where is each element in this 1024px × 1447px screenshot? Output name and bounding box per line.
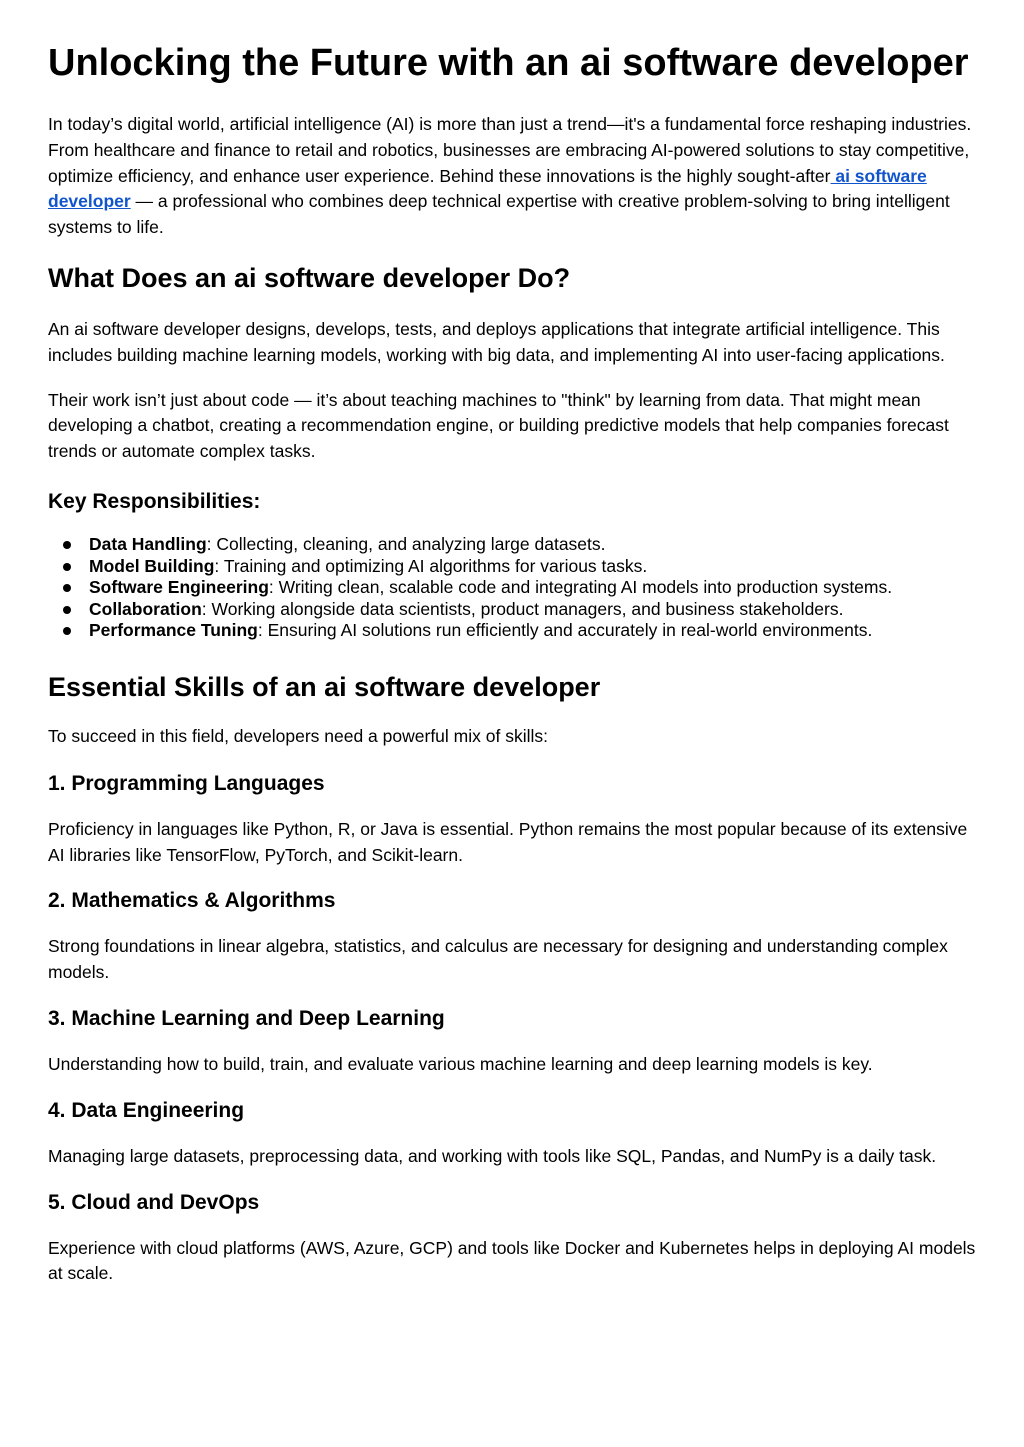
what-paragraph-1: An ai software developer designs, develops, tests, and deploys applications that integrate artificial intelligence. This includes building machine learning models, working with big data, and implementing AI into user-facing applications. — [48, 318, 945, 365]
section-heading-skills: Essential Skills of an ai software developer — [48, 671, 601, 702]
list-item-desc: : Working alongside data scientists, product managers, and business stakeholders. — [201, 598, 844, 619]
ai-software-developer-link[interactable]: ai software developer — [48, 165, 927, 212]
skill-text: Managing large datasets, preprocessing data, and working with tools like SQL, Pandas, and NumPy is a daily task. — [48, 1145, 937, 1166]
skill-heading: 1. Programming Languages — [48, 771, 325, 795]
intro-text-after: — a professional who combines deep technical expertise with creative problem-solving to bring intelligent systems to life. — [48, 191, 950, 238]
bullet-icon — [63, 541, 71, 549]
intro-text-before: In today’s digital world, artificial intelligence (AI) is more than just a trend—it's a fundamental force reshaping industries. From healthcare and finance to retail and robotics, businesses are embracing AI-powered solutions to stay competitive, optimize efficiency, and enhance user experience. Behind these innovations is the highly sought-after — [48, 114, 972, 186]
list-item-term: Data Handling — [89, 533, 207, 554]
skill-text: Strong foundations in linear algebra, statistics, and calculus are necessary for designing and understanding complex models. — [48, 936, 948, 983]
list-item-term: Performance Tuning — [89, 620, 258, 641]
list-item — [48, 577, 976, 599]
skill-text: Experience with cloud platforms (AWS, Azure, GCP) and tools like Docker and Kubernetes helps in deploying AI models at scale. — [48, 1237, 976, 1284]
list-item-term: Collaboration — [89, 598, 202, 619]
skill-heading: 5. Cloud and DevOps — [48, 1190, 260, 1214]
bullet-icon — [63, 584, 71, 592]
list-item — [48, 620, 976, 642]
list-item — [48, 556, 976, 578]
skill-heading: 2. Mathematics & Algorithms — [48, 889, 336, 913]
list-item-desc: : Training and optimizing AI algorithms for various tasks. — [214, 555, 648, 576]
skill-heading: 4. Data Engineering — [48, 1098, 245, 1122]
what-paragraph-2: Their work isn’t just about code — it’s about teaching machines to "think" by learning from data. That might mean developing a chatbot, creating a recommendation engine, or building predictive models that help companies forecast trends or automate complex tasks. — [48, 389, 949, 462]
list-item-desc: : Collecting, cleaning, and analyzing large datasets. — [206, 533, 606, 554]
bullet-icon — [63, 563, 71, 571]
list-item-desc: : Ensuring AI solutions run efficiently and accurately in real-world environments. — [257, 620, 873, 641]
skills-intro: To succeed in this field, developers need a powerful mix of skills: — [48, 725, 548, 746]
list-item-term: Model Building — [89, 555, 215, 576]
section-heading-what: What Does an ai software developer Do? — [48, 262, 571, 293]
responsibilities-list — [48, 534, 976, 642]
bullet-icon — [63, 606, 71, 614]
key-responsibilities-heading: Key Responsibilities: — [48, 489, 261, 513]
list-item — [48, 599, 976, 621]
list-item-desc: : Writing clean, scalable code and integrating AI models into production systems. — [268, 577, 893, 598]
skill-text: Understanding how to build, train, and evaluate various machine learning and deep learning models is key. — [48, 1053, 873, 1074]
bullet-icon — [63, 627, 71, 635]
intro-paragraph — [48, 112, 976, 241]
skill-heading: 3. Machine Learning and Deep Learning — [48, 1006, 445, 1030]
list-item — [48, 534, 976, 556]
list-item-term: Software Engineering — [89, 577, 269, 598]
page-title: Unlocking the Future with an ai software developer — [48, 42, 969, 84]
skill-text: Proficiency in languages like Python, R, or Java is essential. Python remains the most popular because of its extensive AI libraries like TensorFlow, PyTorch, and Scikit-learn. — [48, 818, 968, 865]
